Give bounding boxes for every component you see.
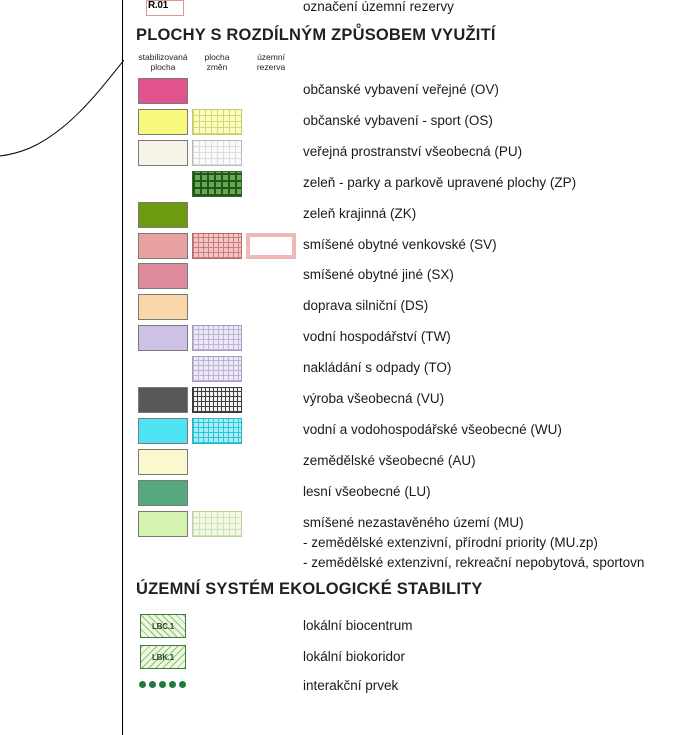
legend-label-lbc: lokální biocentrum bbox=[303, 618, 413, 633]
swatch-stabilized-mu bbox=[138, 511, 188, 537]
column-header-reserve-line1: územní bbox=[257, 52, 285, 62]
swatch-changes-mu bbox=[192, 511, 242, 537]
reserve-code-label: označení územní rezervy bbox=[303, 0, 454, 14]
swatch-changes-to bbox=[192, 356, 242, 382]
legend-label-pu: veřejná prostranství všeobecná (PU) bbox=[303, 144, 523, 159]
legend-label-mu bbox=[303, 513, 644, 573]
legend-label-mu-line3: - zemědělské extenzivní, rekreační nepobytová, sportovn bbox=[303, 555, 645, 570]
column-header-changes-line1: plocha bbox=[204, 52, 230, 62]
legend-label-lbk: lokální biokoridor bbox=[303, 649, 406, 664]
legend-label-os: občanské vybavení - sport (OS) bbox=[303, 113, 493, 128]
legend-label-wu: vodní a vodohospodářské všeobecné (WU) bbox=[303, 422, 562, 437]
swatch-changes-os bbox=[192, 109, 242, 135]
dot-icon bbox=[169, 681, 176, 688]
swatch-stabilized-pu bbox=[138, 140, 188, 166]
legend-label-sv: smíšené obytné venkovské (SV) bbox=[303, 237, 497, 252]
swatch-reserve-sv bbox=[246, 233, 296, 259]
legend-label-zk: zeleň krajinná (ZK) bbox=[303, 206, 417, 221]
swatch-stabilized-os bbox=[138, 109, 188, 135]
column-header-reserve-line2: rezerva bbox=[256, 62, 286, 72]
column-header-changes-line2: změn bbox=[206, 62, 228, 72]
section-title-plochy: PLOCHY S ROZDÍLNÝM ZPŮSOBEM VYUŽITÍ bbox=[136, 26, 496, 44]
dot-icon bbox=[179, 681, 186, 688]
swatch-stabilized-sx bbox=[138, 263, 188, 289]
swatch-changes-pu bbox=[192, 140, 242, 166]
swatch-stabilized-ds bbox=[138, 294, 188, 320]
swatch-stabilized-zk bbox=[138, 202, 188, 228]
swatch-stabilized-sv bbox=[138, 233, 188, 259]
swatch-changes-vu bbox=[192, 387, 242, 413]
swatch-stabilized-lu bbox=[138, 480, 188, 506]
swatch-changes-zp bbox=[192, 171, 242, 197]
legend-label-lu: lesní všeobecné (LU) bbox=[303, 484, 431, 499]
swatch-lbc: LBC.1 bbox=[140, 614, 186, 638]
swatch-stabilized-tw bbox=[138, 325, 188, 351]
dot-icon bbox=[159, 681, 166, 688]
section-title-uses: ÚZEMNÍ SYSTÉM EKOLOGICKÉ STABILITY bbox=[136, 580, 483, 598]
reserve-code-text: R.01 bbox=[148, 0, 168, 11]
swatch-stabilized-wu bbox=[138, 418, 188, 444]
legend-label-mu-line2: - zemědělské extenzivní, přírodní priority (MU.zp) bbox=[303, 535, 598, 550]
swatch-changes-sv bbox=[192, 233, 242, 259]
swatch-changes-tw bbox=[192, 325, 242, 351]
column-header-changes bbox=[189, 52, 245, 72]
legend-label-au: zemědělské všeobecné (AU) bbox=[303, 453, 476, 468]
dot-icon bbox=[139, 681, 146, 688]
column-header-stabilized-line1: stabilizovaná bbox=[138, 52, 188, 62]
column-header-stabilized-line2: plocha bbox=[150, 62, 176, 72]
legend-label-mu-line1: smíšené nezastavěného území (MU) bbox=[303, 515, 524, 530]
legend-label-interakcni: interakční prvek bbox=[303, 678, 399, 693]
dot-icon bbox=[149, 681, 156, 688]
legend-label-vu: výroba všeobecná (VU) bbox=[303, 391, 445, 406]
column-header-reserve bbox=[243, 52, 299, 72]
swatch-stabilized-au bbox=[138, 449, 188, 475]
legend-label-zp: zeleň - parky a parkově upravené plochy (ZP) bbox=[303, 175, 577, 190]
swatch-interakcni-prvek bbox=[139, 681, 186, 688]
legend-label-tw: vodní hospodářství (TW) bbox=[303, 329, 451, 344]
legend-label-ov: občanské vybavení veřejné (OV) bbox=[303, 82, 499, 97]
legend-label-ds: doprava silniční (DS) bbox=[303, 298, 429, 313]
swatch-lbk: LBK.1 bbox=[140, 645, 186, 669]
legend-label-sx: smíšené obytné jiné (SX) bbox=[303, 267, 454, 282]
swatch-stabilized-vu bbox=[138, 387, 188, 413]
swatch-stabilized-ov bbox=[138, 78, 188, 104]
column-header-stabilized bbox=[135, 52, 191, 72]
swatch-changes-wu bbox=[192, 418, 242, 444]
legend-label-to: nakládání s odpady (TO) bbox=[303, 360, 452, 375]
